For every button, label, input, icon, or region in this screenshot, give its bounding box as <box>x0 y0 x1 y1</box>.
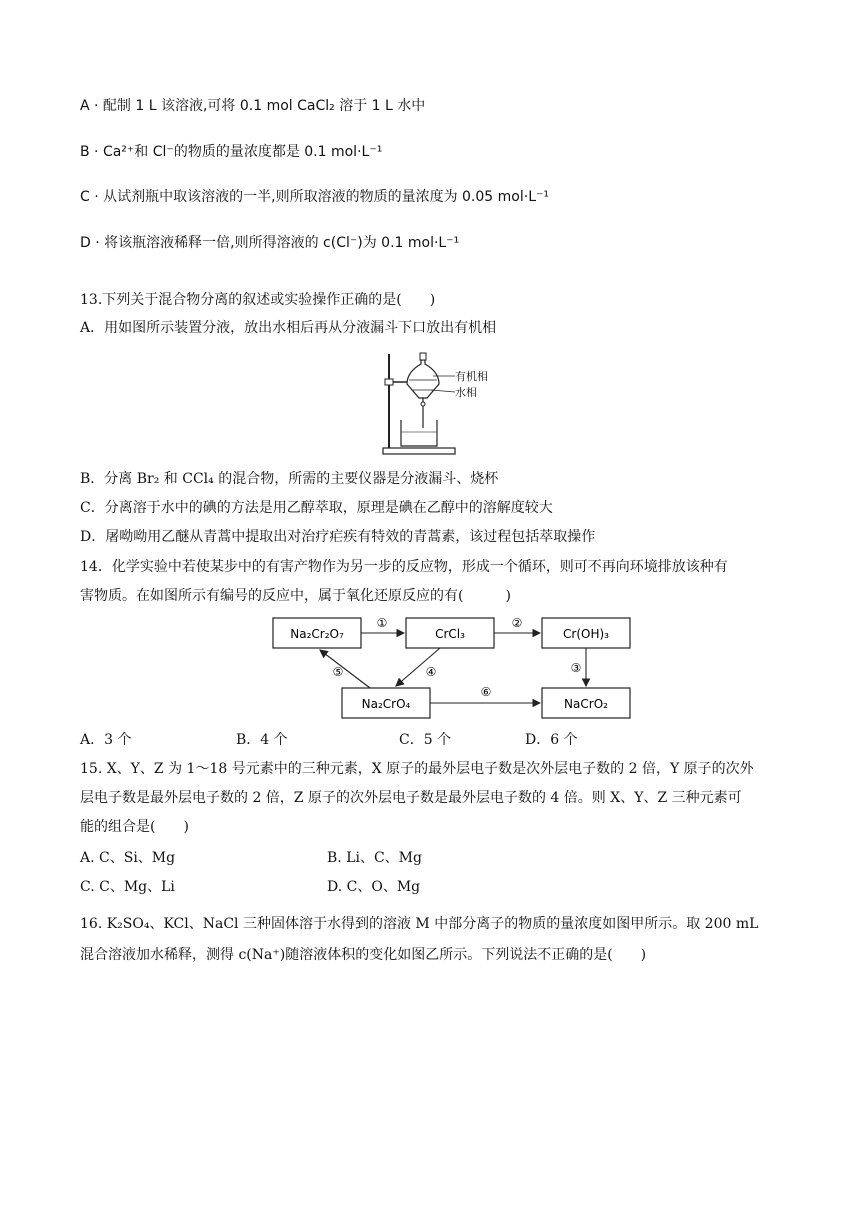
box-croh3: Cr(OH)₃ <box>563 627 609 641</box>
q15-option-b: B. Li、C、Mg <box>327 850 422 866</box>
q13-option-d: D．屠呦呦用乙醚从青蒿中提取出对治疗疟疾有特效的青蒿素，该过程包括萃取操作 <box>80 529 596 545</box>
q16-line1: 16. K₂SO₄、KCl、NaCl 三种固体溶于水得到的溶液 M 中部分离子的物质的量浓度如图甲所示。取 200 mL <box>80 916 759 932</box>
step-1-label: ① <box>376 616 388 630</box>
q15-line1: 15. X、Y、Z 为 1～18 号元素中的三种元素，X 原子的最外层电子数是次外层电子数的 2 倍，Y 原子的次外 <box>80 761 754 777</box>
q16-line2: 混合溶液加水稀释，测得 c(Na⁺)随溶液体积的变化如图乙所示。下列说法不正确的是( ) <box>80 947 647 963</box>
q15-option-c: C. C、Mg、Li <box>80 879 175 895</box>
q14-option-b: B．4 个 <box>236 732 288 748</box>
q14-option-d: D．6 个 <box>525 732 578 748</box>
q12-option-d: D · 将该瓶溶液稀释一倍,则所得溶液的 c(Cl⁻)为 0.1 mol·L⁻¹ <box>80 235 460 251</box>
q13-option-a: A．用如图所示装置分液，放出水相后再从分液漏斗下口放出有机相 <box>80 320 497 336</box>
separatory-funnel-figure <box>375 350 495 458</box>
q13-option-c: C．分离溶于水中的碘的方法是用乙醇萃取，原理是碘在乙醇中的溶解度较大 <box>80 500 553 516</box>
step-3-label: ③ <box>570 661 582 675</box>
q12-option-b: B · Ca²⁺和 Cl⁻的物质的量浓度都是 0.1 mol·L⁻¹ <box>80 144 383 160</box>
q15-option-d: D. C、O、Mg <box>327 879 421 895</box>
q14-option-c: C．5 个 <box>399 732 452 748</box>
q14-option-a: A．3 个 <box>80 732 132 748</box>
reaction-cycle-diagram <box>270 612 640 722</box>
aqueous-phase-label: 水相 <box>455 386 477 399</box>
organic-phase-label: 有机相 <box>455 370 488 383</box>
q15-line2: 层电子数是最外层电子数的 2 倍，Z 原子的次外层电子数是最外层电子数的 4 倍。则 X、Y、Z 三种元素可 <box>80 790 742 806</box>
step-6-label: ⑥ <box>480 685 492 699</box>
box-na2cro4: Na₂CrO₄ <box>361 697 411 711</box>
box-na2cr2o7: Na₂Cr₂O₇ <box>290 627 344 641</box>
q15-line3: 能的组合是( ) <box>80 819 189 835</box>
box-crcl3: CrCl₃ <box>435 627 465 641</box>
q14-stem-line1: 14．化学实验中若使某步中的有害产物作为另一步的反应物，形成一个循环，则可不再向环境排放该种有 <box>80 559 728 575</box>
q13-stem: 13.下列关于混合物分离的叙述或实验操作正确的是( ) <box>80 292 436 308</box>
q15-option-a: A. C、Si、Mg <box>80 850 176 866</box>
step-2-label: ② <box>511 616 523 630</box>
box-nacro2: NaCrO₂ <box>564 697 608 711</box>
q12-option-a: A · 配制 1 L 该溶液,可将 0.1 mol CaCl₂ 溶于 1 L 水中 <box>80 98 426 114</box>
q14-stem-line2: 害物质。在如图所示有编号的反应中，属于氧化还原反应的有( ) <box>80 588 511 604</box>
q13-option-b: B．分离 Br₂ 和 CCl₄ 的混合物，所需的主要仪器是分液漏斗、烧杯 <box>80 471 499 487</box>
q12-option-c: C · 从试剂瓶中取该溶液的一半,则所取溶液的物质的量浓度为 0.05 mol·L⁻¹ <box>80 189 549 205</box>
step-4-label: ④ <box>425 665 437 679</box>
step-5-label: ⑤ <box>332 665 344 679</box>
